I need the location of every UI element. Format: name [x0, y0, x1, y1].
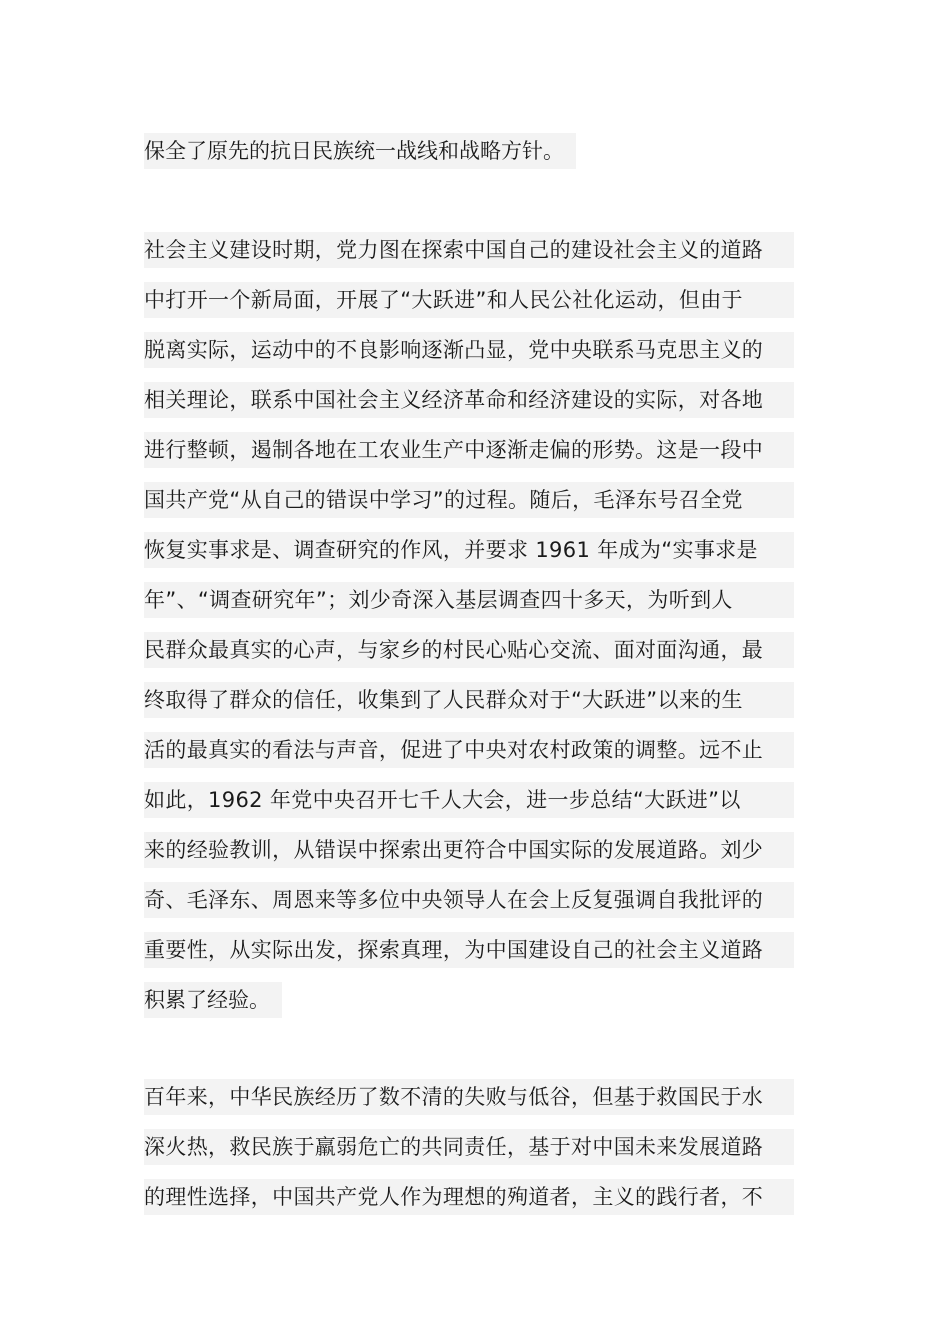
- paragraph-2: [144, 225, 794, 1025]
- line-text: 来的经验教训，从错误中探索出更符合中国实际的发展道路。刘少: [144, 832, 794, 868]
- line-text: 奇、毛泽东、周恩来等多位中央领导人在会上反复强调自我批评的: [144, 882, 794, 918]
- text-line: [144, 1072, 794, 1122]
- text-line: [144, 325, 794, 375]
- text-line: [144, 925, 794, 975]
- text-line: [144, 975, 794, 1025]
- line-text: 积累了经验。: [144, 982, 282, 1018]
- text-line: [144, 1172, 794, 1222]
- text-line: [144, 525, 794, 575]
- text-line: [144, 126, 794, 176]
- text-line: [144, 675, 794, 725]
- line-text: 深火热，救民族于羸弱危亡的共同责任，基于对中国未来发展道路: [144, 1129, 794, 1165]
- line-text: 恢复实事求是、调查研究的作风，并要求 1961 年成为“实事求是: [144, 532, 794, 568]
- text-line: [144, 225, 794, 275]
- paragraph-1: [144, 126, 794, 176]
- line-text: 年”、“调查研究年”；刘少奇深入基层调查四十多天，为听到人: [144, 582, 794, 618]
- line-text: 脱离实际，运动中的不良影响逐渐凸显，党中央联系马克思主义的: [144, 332, 794, 368]
- text-line: [144, 875, 794, 925]
- text-line: [144, 475, 794, 525]
- text-line: [144, 725, 794, 775]
- line-text: 中打开一个新局面，开展了“大跃进”和人民公社化运动，但由于: [144, 282, 794, 318]
- line-text: 重要性，从实际出发，探索真理，为中国建设自己的社会主义道路: [144, 932, 794, 968]
- line-text: 相关理论，联系中国社会主义经济革命和经济建设的实际，对各地: [144, 382, 794, 418]
- line-text: 的理性选择，中国共产党人作为理想的殉道者，主义的践行者，不: [144, 1179, 794, 1215]
- text-line: [144, 275, 794, 325]
- line-text: 终取得了群众的信任，收集到了人民群众对于“大跃进”以来的生: [144, 682, 794, 718]
- line-text: 活的最真实的看法与声音，促进了中央对农村政策的调整。远不止: [144, 732, 794, 768]
- line-text: 百年来，中华民族经历了数不清的失败与低谷，但基于救国民于水: [144, 1079, 794, 1115]
- text-line: [144, 775, 794, 825]
- text-line: [144, 425, 794, 475]
- text-line: [144, 825, 794, 875]
- text-line: [144, 375, 794, 425]
- line-text: 如此，1962 年党中央召开七千人大会，进一步总结“大跃进”以: [144, 782, 794, 818]
- paragraph-3: [144, 1072, 794, 1222]
- line-text: 民群众最真实的心声，与家乡的村民心贴心交流、面对面沟通，最: [144, 632, 794, 668]
- line-text: 保全了原先的抗日民族统一战线和战略方针。: [144, 133, 576, 169]
- line-text: 社会主义建设时期，党力图在探索中国自己的建设社会主义的道路: [144, 232, 794, 268]
- line-text: 进行整顿，遏制各地在工农业生产中逐渐走偏的形势。这是一段中: [144, 432, 794, 468]
- text-line: [144, 575, 794, 625]
- text-line: [144, 625, 794, 675]
- line-text: 国共产党“从自己的错误中学习”的过程。随后，毛泽东号召全党: [144, 482, 794, 518]
- text-line: [144, 1122, 794, 1172]
